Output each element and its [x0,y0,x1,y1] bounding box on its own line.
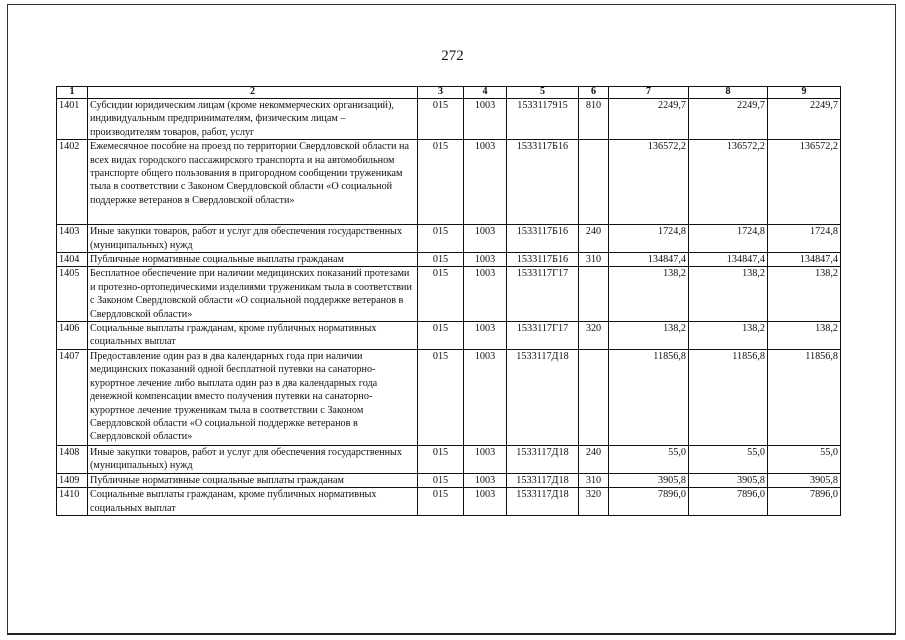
table-row [57,445,841,473]
amount-col7: 134847,4 [609,253,689,267]
amount-col7: 7896,0 [609,488,689,516]
amount-col8: 55,0 [689,445,768,473]
table-header-row [57,87,841,99]
section-code: 1003 [464,225,507,253]
row-description: Субсидии юридическим лицам (кроме некоммерческих организаций), индивидуальным предпринимателям, физическим лицам – производителям товаров, работ, услуг [88,99,418,140]
ministry-code: 015 [418,349,464,445]
amount-col8: 2249,7 [689,99,768,140]
amount-col9: 3905,8 [768,473,841,487]
row-code: 1408 [57,445,88,473]
row-code: 1409 [57,473,88,487]
expense-type-code: 320 [579,488,609,516]
ministry-code: 015 [418,488,464,516]
ministry-code: 015 [418,322,464,350]
amount-col8: 7896,0 [689,488,768,516]
row-description: Иные закупки товаров, работ и услуг для обеспечения государственных (муниципальных) нужд [88,225,418,253]
ministry-code: 015 [418,253,464,267]
row-description: Публичные нормативные социальные выплаты гражданам [88,473,418,487]
section-code: 1003 [464,253,507,267]
row-description: Публичные нормативные социальные выплаты гражданам [88,253,418,267]
row-description: Социальные выплаты гражданам, кроме публичных нормативных социальных выплат [88,488,418,516]
row-description: Бесплатное обеспечение при наличии медицинских показаний протезами и протезно-ортопедическими изделиями труженикам тыла в соответствии с Законом Свердловской области «О социальной поддержке ветеранов в Свердловской области» [88,267,418,322]
ministry-code: 015 [418,473,464,487]
amount-col7: 3905,8 [609,473,689,487]
table-row [57,349,841,445]
table-row [57,473,841,487]
page-number: 272 [441,48,464,64]
section-code: 1003 [464,488,507,516]
amount-col9: 1724,8 [768,225,841,253]
row-description: Социальные выплаты гражданам, кроме публичных нормативных социальных выплат [88,322,418,350]
row-description: Иные закупки товаров, работ и услуг для обеспечения государственных (муниципальных) нужд [88,445,418,473]
amount-col7: 2249,7 [609,99,689,140]
amount-col9: 2249,7 [768,99,841,140]
amount-col7: 1724,8 [609,225,689,253]
column-header: 5 [507,87,579,99]
target-article-code: 1533117Б16 [507,140,579,225]
column-header: 9 [768,87,841,99]
amount-col9: 138,2 [768,322,841,350]
row-code: 1406 [57,322,88,350]
amount-col8: 134847,4 [689,253,768,267]
row-code: 1407 [57,349,88,445]
row-code: 1410 [57,488,88,516]
column-header: 8 [689,87,768,99]
ministry-code: 015 [418,225,464,253]
expense-type-code: 310 [579,473,609,487]
row-description: Ежемесячное пособие на проезд по территории Свердловской области на всех видах городского пассажирского транспорта и на автомобильном транспорте общего пользования в пригородном сообщении труженикам тыла в соответствии с Законом Свердловской области «О социальной поддержке ветеранов в Свердловской области» [88,140,418,225]
section-code: 1003 [464,99,507,140]
column-header: 4 [464,87,507,99]
expense-type-code: 240 [579,445,609,473]
amount-col9: 11856,8 [768,349,841,445]
amount-col9: 55,0 [768,445,841,473]
amount-col8: 136572,2 [689,140,768,225]
amount-col8: 1724,8 [689,225,768,253]
table-row [57,140,841,225]
section-code: 1003 [464,140,507,225]
expense-type-code: 240 [579,225,609,253]
amount-col9: 7896,0 [768,488,841,516]
table-row [57,322,841,350]
amount-col9: 136572,2 [768,140,841,225]
amount-col8: 11856,8 [689,349,768,445]
column-header: 1 [57,87,88,99]
section-code: 1003 [464,322,507,350]
amount-col7: 136572,2 [609,140,689,225]
table-row [57,253,841,267]
section-code: 1003 [464,445,507,473]
table-row [57,488,841,516]
target-article-code: 1533117915 [507,99,579,140]
table-row [57,225,841,253]
table-row [57,267,841,322]
target-article-code: 1533117Г17 [507,322,579,350]
expense-type-code [579,267,609,322]
target-article-code: 1533117Г17 [507,267,579,322]
target-article-code: 1533117Д18 [507,473,579,487]
amount-col8: 3905,8 [689,473,768,487]
amount-col9: 134847,4 [768,253,841,267]
row-code: 1403 [57,225,88,253]
amount-col7: 138,2 [609,322,689,350]
expense-type-code [579,140,609,225]
section-code: 1003 [464,473,507,487]
ministry-code: 015 [418,445,464,473]
expense-type-code: 320 [579,322,609,350]
row-code: 1402 [57,140,88,225]
amount-col7: 11856,8 [609,349,689,445]
table-row [57,99,841,140]
amount-col9: 138,2 [768,267,841,322]
target-article-code: 1533117Б16 [507,225,579,253]
expense-type-code: 810 [579,99,609,140]
ministry-code: 015 [418,99,464,140]
column-header: 3 [418,87,464,99]
target-article-code: 1533117Д18 [507,445,579,473]
section-code: 1003 [464,349,507,445]
target-article-code: 1533117Б16 [507,253,579,267]
amount-col7: 138,2 [609,267,689,322]
amount-col7: 55,0 [609,445,689,473]
column-header: 2 [88,87,418,99]
budget-table [56,86,841,516]
expense-type-code [579,349,609,445]
row-code: 1404 [57,253,88,267]
amount-col8: 138,2 [689,322,768,350]
section-code: 1003 [464,267,507,322]
amount-col8: 138,2 [689,267,768,322]
ministry-code: 015 [418,267,464,322]
expense-type-code: 310 [579,253,609,267]
target-article-code: 1533117Д18 [507,488,579,516]
column-header: 7 [609,87,689,99]
ministry-code: 015 [418,140,464,225]
row-code: 1401 [57,99,88,140]
row-description: Предоставление один раз в два календарных года при наличии медицинских показаний одной бесплатной путевки на санаторно-курортное лечение либо выплата один раз в два календарных года денежной компенсации вместо получения путевки на санаторно-курортное лечение труженикам тыла в соответствии с Законом Свердловской области «О социальной поддержке ветеранов в Свердловской области» [88,349,418,445]
scan-frame-bottom-edge [7,633,896,635]
column-header: 6 [579,87,609,99]
row-code: 1405 [57,267,88,322]
target-article-code: 1533117Д18 [507,349,579,445]
